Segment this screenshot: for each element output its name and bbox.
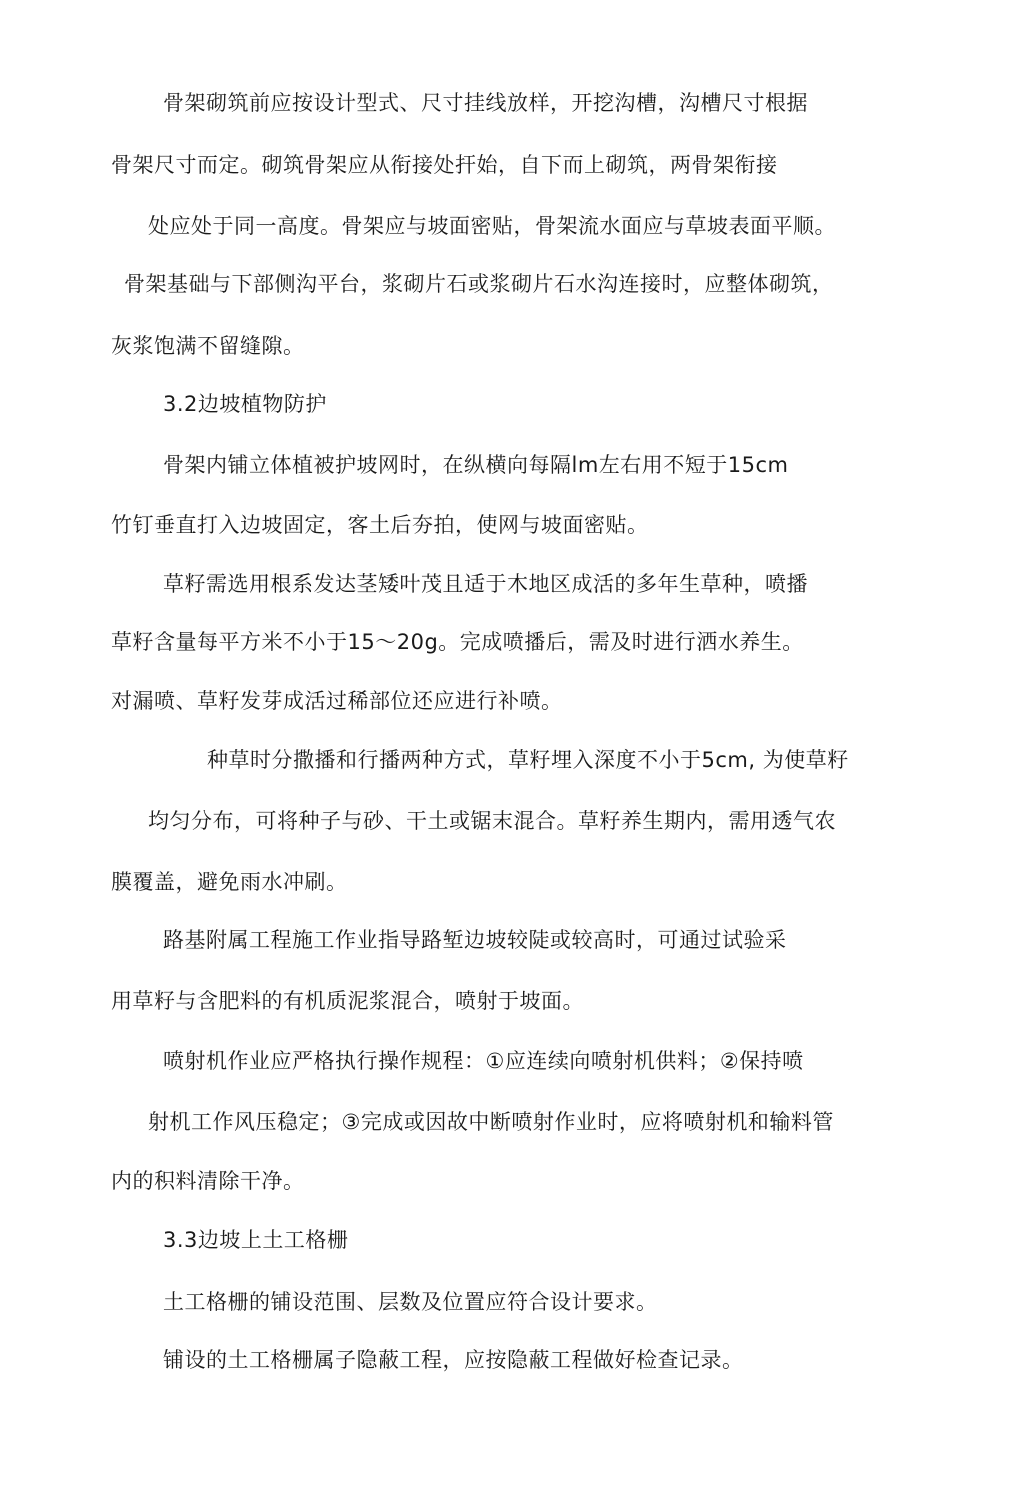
paragraph-line: 土工格栅的铺设范围、层数及位置应符合设计要求。 [163,1290,658,1314]
paragraph-line: 用草籽与含肥料的有机质泥浆混合，喷射于坡面。 [111,989,584,1013]
paragraph-line: 铺设的土工格栅属子隐蔽工程，应按隐蔽工程做好检查记录。 [163,1348,744,1372]
paragraph-line: 骨架基础与下部侧沟平台，浆砌片石或浆砌片石水沟连接时，应整体砌筑， [124,272,834,296]
paragraph-line: 均匀分布，可将种子与砂、干土或锯末混合。草籽养生期内，需用透气农 [148,809,836,833]
paragraph-line: 草籽含量每平方米不小于15～20g。完成喷播后，需及时进行洒水养生。 [111,630,804,654]
paragraph-line: 骨架内铺立体植被护坡网时，在纵横向每隔lm左右用不短于15cm [163,453,789,477]
section-heading: 3.2边坡植物防护 [163,392,327,416]
paragraph-line: 骨架砌筑前应按设计型式、尺寸挂线放样，开挖沟槽，沟槽尺寸根据 [163,91,808,115]
paragraph-line: 喷射机作业应严格执行操作规程：①应连续向喷射机供料；②保持喷 [163,1049,804,1073]
paragraph-line: 处应处于同一高度。骨架应与坡面密贴，骨架流水面应与草坡表面平顺。 [148,214,836,238]
section-heading: 3.3边坡上土工格栅 [163,1228,349,1252]
paragraph-line: 对漏喷、草籽发芽成活过稀部位还应进行补喷。 [111,689,563,713]
paragraph-line: 路基附属工程施工作业指导路堑边坡较陡或较高时，可通过试验采 [163,928,787,952]
paragraph-line: 草籽需选用根系发达茎矮叶茂且适于木地区成活的多年生草种，喷播 [163,572,808,596]
paragraph-line: 种草时分撒播和行播两种方式，草籽埋入深度不小于5cm, 为使草籽 [207,748,849,772]
paragraph-line: 膜覆盖，避免雨水冲刷。 [111,870,348,894]
paragraph-line: 内的积料清除干净。 [111,1169,305,1193]
paragraph-line: 射机工作风压稳定；③完成或因故中断喷射作业时，应将喷射机和输料管 [148,1110,834,1134]
paragraph-line: 灰浆饱满不留缝隙。 [111,334,305,358]
paragraph-line: 骨架尺寸而定。砌筑骨架应从衔接处扞始，自下而上砌筑，两骨架衔接 [111,153,778,177]
paragraph-line: 竹钉垂直打入边坡固定，客土后夯拍，使网与坡面密贴。 [111,513,649,537]
